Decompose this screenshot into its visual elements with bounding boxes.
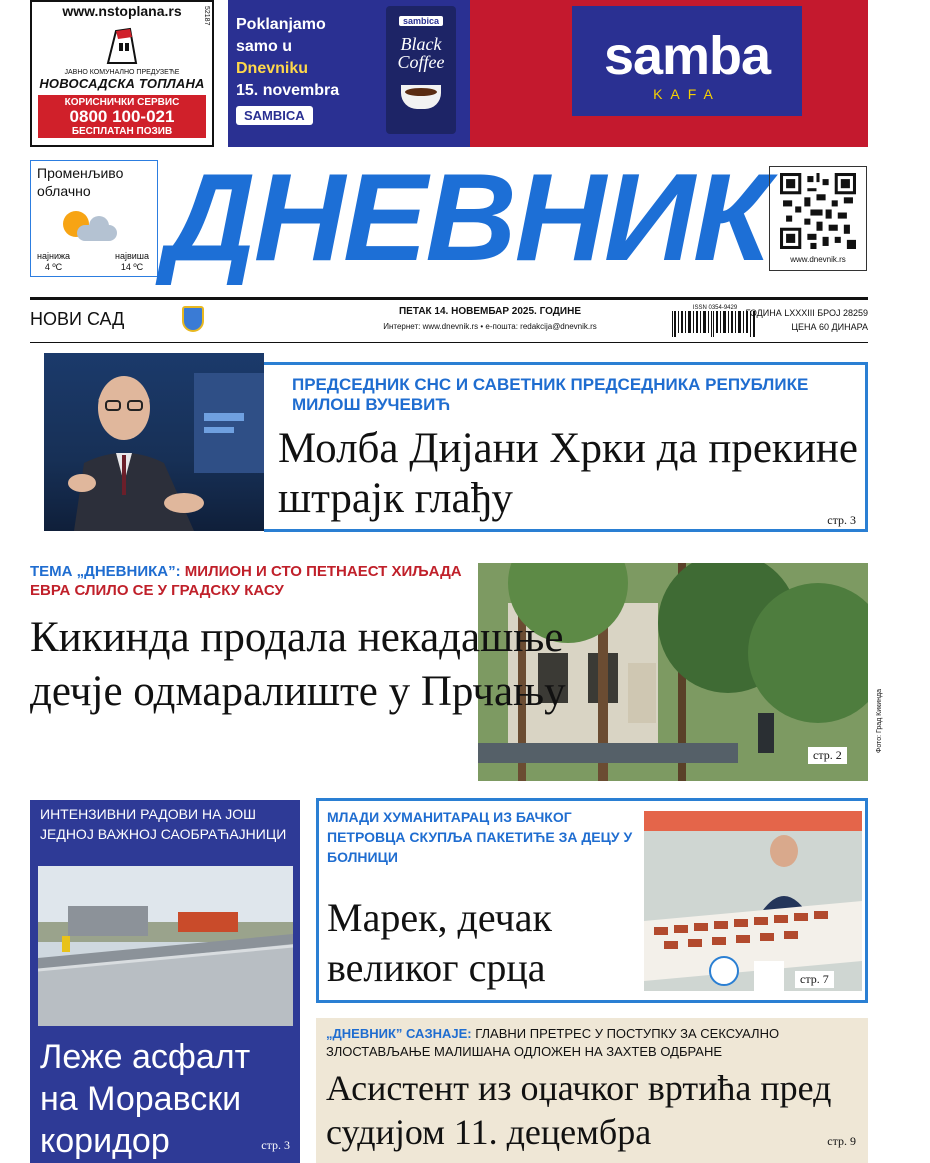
qr-code-icon bbox=[780, 173, 856, 249]
samba-line3: Dnevniku bbox=[236, 60, 309, 77]
samba-promo-text bbox=[228, 0, 378, 147]
page-ref: стр. 3 bbox=[261, 1138, 290, 1152]
qr-box[interactable] bbox=[769, 166, 867, 271]
newspaper-title: ДНЕВНИК bbox=[164, 149, 769, 287]
story-kicker bbox=[30, 562, 480, 600]
page-ref: стр. 3 bbox=[827, 513, 856, 527]
story-headline[interactable]: Кикинда продала некадашње дечје одмаралиште у Прчању bbox=[30, 614, 566, 715]
page-ref: стр. 7 bbox=[795, 971, 834, 988]
toplana-service-box bbox=[38, 95, 206, 138]
marek-photo bbox=[644, 811, 862, 991]
dateline-bar bbox=[30, 297, 868, 343]
vucevic-photo bbox=[44, 353, 264, 531]
samba-logo bbox=[572, 6, 802, 116]
kicker-lead: „ДНЕВНИК” САЗНАЈЕ: bbox=[326, 1026, 472, 1041]
story-asphalt[interactable] bbox=[30, 800, 300, 1163]
cloud-shape bbox=[77, 225, 117, 241]
story-kikinda[interactable] bbox=[30, 559, 883, 787]
toplana-subtitle: ЈАВНО КОМУНАЛНО ПРЕДУЗЕЋЕ bbox=[64, 69, 180, 76]
issue-info bbox=[746, 306, 869, 334]
kicker-text: ГЛАВНИ ПРЕТРЕС У ПОСТУПКУ ЗА СЕКСУАЛНО ЗЛОСТАВЉАЊЕ МАЛИШАНА ОДЛОЖЕН НА ЗАХТЕВ ОДБРАНЕ bbox=[326, 1026, 780, 1059]
story-kicker: ПРЕДСЕДНИК СНС И САВЕТНИК ПРЕДСЕДНИКА РЕПУБЛИКЕ МИЛОШ ВУЧЕВИЋ bbox=[292, 375, 809, 414]
story-marek[interactable] bbox=[316, 798, 868, 1003]
weather-high-value: 14 ºC bbox=[120, 262, 144, 272]
story-kicker bbox=[326, 1025, 862, 1061]
story-odzaci[interactable] bbox=[316, 1018, 868, 1163]
samba-ad[interactable] bbox=[228, 0, 868, 147]
toplana-free-call: БЕСПЛАТАН ПОЗИВ bbox=[71, 126, 173, 137]
samba-logo-text: samba bbox=[603, 26, 771, 86]
weather-box bbox=[30, 160, 158, 277]
photo-credit: Фото: Град Кикинда bbox=[876, 689, 883, 753]
pack-name: Black Coffee bbox=[397, 34, 445, 72]
samba-logo-sub: KAFA bbox=[653, 86, 721, 102]
qr-url[interactable]: www.dnevnik.rs bbox=[790, 255, 846, 264]
toplana-phone[interactable]: 0800 100-021 bbox=[69, 107, 175, 126]
pack-brand: sambica bbox=[399, 16, 443, 26]
issue-number: ГОДИНА LXXXIII БРОЈ 28259 bbox=[745, 308, 868, 318]
story-headline[interactable]: Молба Дијани Хрки да прекине штрајк глађу bbox=[278, 425, 858, 522]
story-headline[interactable]: Леже асфалт на Моравски коридор bbox=[40, 1038, 251, 1160]
issue-date: ПЕТАК 14. НОВЕМБАР 2025. ГОДИНЕ bbox=[398, 306, 581, 317]
samba-line2: samo u bbox=[236, 38, 293, 55]
city-name: НОВИ САД bbox=[30, 309, 125, 329]
city-crest-icon bbox=[182, 306, 204, 332]
kicker-lead: ТЕМА „ДНЕВНИКА”: bbox=[30, 563, 181, 580]
toplana-logo-icon bbox=[102, 25, 142, 67]
story-kicker: МЛАДИ ХУМАНИТАРАЦ ИЗ БАЧКОГ ПЕТРОВЦА СКУПЉА ПАКЕТИЋЕ ЗА ДЕЦУ У БОЛНИЦИ bbox=[327, 809, 633, 865]
toplana-ad[interactable] bbox=[30, 0, 214, 147]
weather-high bbox=[115, 251, 149, 273]
issn: ISSN 0354-9429 bbox=[692, 305, 738, 311]
kicker-text: МИЛИОН И СТО ПЕТНАЕСТ ХИЉАДА ЕВРА СЛИЛО СЕ У ГРАДСКУ КАСУ bbox=[30, 563, 462, 599]
story-vucevic[interactable] bbox=[30, 349, 868, 534]
contact-info[interactable]: Интернет: www.dnevnik.rs • е-пошта: redakcija@dnevnik.rs bbox=[383, 322, 597, 331]
toplana-service-label: КОРИСНИЧКИ СЕРВИС bbox=[64, 97, 180, 108]
road-works-photo bbox=[38, 866, 293, 1026]
weather-low-label: најнижа bbox=[37, 251, 70, 261]
samba-line4: 15. novembra bbox=[236, 82, 340, 99]
samba-line1: Poklanjamo bbox=[236, 16, 326, 33]
toplana-url[interactable]: www.nstoplana.rs bbox=[62, 3, 182, 19]
weather-description: Променљиво облачно bbox=[37, 165, 124, 199]
samba-badge: SAMBICA bbox=[236, 106, 313, 125]
coffee-pack-image bbox=[378, 0, 470, 147]
weather-low bbox=[37, 251, 70, 273]
page-ref: стр. 2 bbox=[808, 747, 847, 764]
weather-high-label: највиша bbox=[114, 251, 149, 261]
weather-low-value: 4 ºC bbox=[44, 262, 63, 272]
story-headline[interactable]: Марек, дечак великог срца bbox=[327, 895, 552, 990]
page-ref: стр. 9 bbox=[827, 1134, 856, 1148]
toplana-code: 52187 bbox=[203, 6, 210, 26]
story-headline[interactable]: Асистент из оџачког вртића пред судијом 11. децембра bbox=[326, 1068, 832, 1152]
story-kicker: ИНТЕНЗИВНИ РАДОВИ НА ЈОШ ЈЕДНОЈ ВАЖНОЈ САОБРАЋАЈНИЦИ bbox=[40, 806, 287, 842]
issue-price: ЦЕНА 60 ДИНАРА bbox=[791, 322, 868, 332]
toplana-name: НОВОСАДСКА ТОПЛАНА bbox=[39, 76, 205, 91]
coffee-cup-icon bbox=[401, 85, 441, 109]
